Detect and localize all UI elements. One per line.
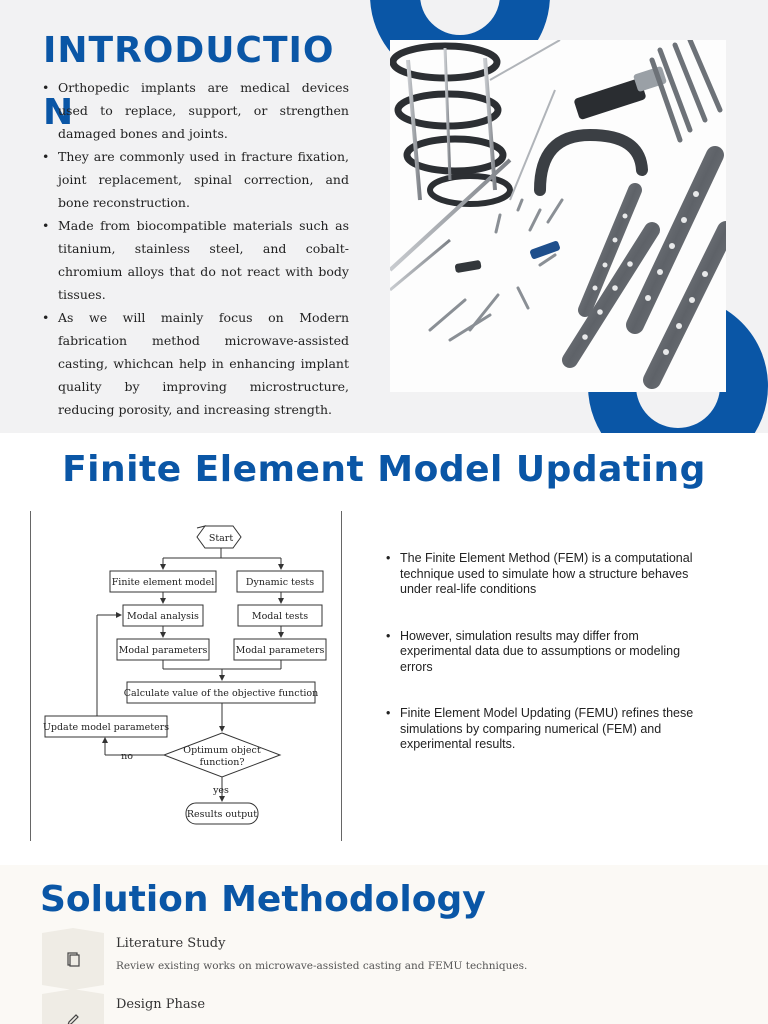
flow-no-label: no <box>121 751 133 762</box>
pencil-icon <box>42 989 104 1024</box>
flow-output-label: Results output <box>186 809 258 820</box>
step-title: Design Phase <box>116 997 206 1012</box>
intro-bullet: • They are commonly used in fracture fixation, joint replacement, spinal correction, and bone reconstruction. <box>42 145 349 214</box>
methodology-slide <box>0 865 768 1024</box>
femu-bullet: • Finite Element Model Updating (FEMU) refines these simulations by comparing numerical (FEM) and experimental results. <box>386 706 706 753</box>
femu-title: Finite Element Model Updating <box>62 449 706 490</box>
flow-decision-label-1: Optimum object <box>183 745 261 756</box>
flow-modal-params-left-label: Modal parameters <box>118 645 208 656</box>
flow-modal-tests-label: Modal tests <box>251 611 309 622</box>
screw-cluster <box>652 40 720 140</box>
flow-objective-label: Calculate value of the objective function <box>123 688 319 699</box>
intro-bullet: • As we will mainly focus on Modern fabrication method microwave-assisted casting, whichcan help in enhancing implant quality by improving microstructure, reducing porosity, and increasing strength. <box>42 306 349 421</box>
methodology-step <box>42 928 742 990</box>
flow-modal-analysis-label: Modal analysis <box>127 611 199 622</box>
femu-flowchart <box>30 511 342 841</box>
flow-start-label: Start <box>208 533 234 544</box>
intro-title: INTRODUCTION <box>43 30 335 133</box>
document-icon <box>42 928 104 990</box>
implants-illustration <box>390 40 726 392</box>
intro-slide <box>0 0 768 433</box>
flow-decision-label-2: function? <box>199 757 245 768</box>
methodology-title: Solution Methodology <box>40 879 486 920</box>
horseshoe-plate <box>540 135 642 190</box>
intro-bullet: • Orthopedic implants are medical devices used to replace, support, or strengthen damaged bones and joints. <box>42 76 349 145</box>
flow-dynamic-tests-label: Dynamic tests <box>245 577 315 588</box>
intro-bullet: • Made from biocompatible materials such as titanium, stainless steel, and cobalt-chromium alloys that do not react with body tissues. <box>42 214 349 306</box>
methodology-step <box>42 989 742 1024</box>
flowchart-svg <box>31 511 343 841</box>
femu-slide <box>0 433 768 865</box>
small-screws <box>430 200 562 340</box>
flow-update-label: Update model parameters <box>42 722 170 733</box>
step-title: Literature Study <box>116 936 226 951</box>
intro-bullet-list <box>42 76 349 421</box>
step-description: Review existing works on microwave-assisted casting and FEMU techniques. <box>116 960 528 972</box>
drill-device <box>573 66 667 120</box>
implants-photo <box>390 40 726 392</box>
flow-fem-label: Finite element model <box>111 577 215 588</box>
femu-bullet: • However, simulation results may differ from experimental data due to assumptions or modeling errors <box>386 629 706 676</box>
flow-modal-params-right-label: Modal parameters <box>235 645 325 656</box>
femu-bullet: • The Finite Element Method (FEM) is a computational technique used to simulate how a structure behaves under real-life conditions <box>386 551 706 598</box>
femu-bullet-list <box>386 551 706 784</box>
flow-yes-label: yes <box>213 785 229 796</box>
